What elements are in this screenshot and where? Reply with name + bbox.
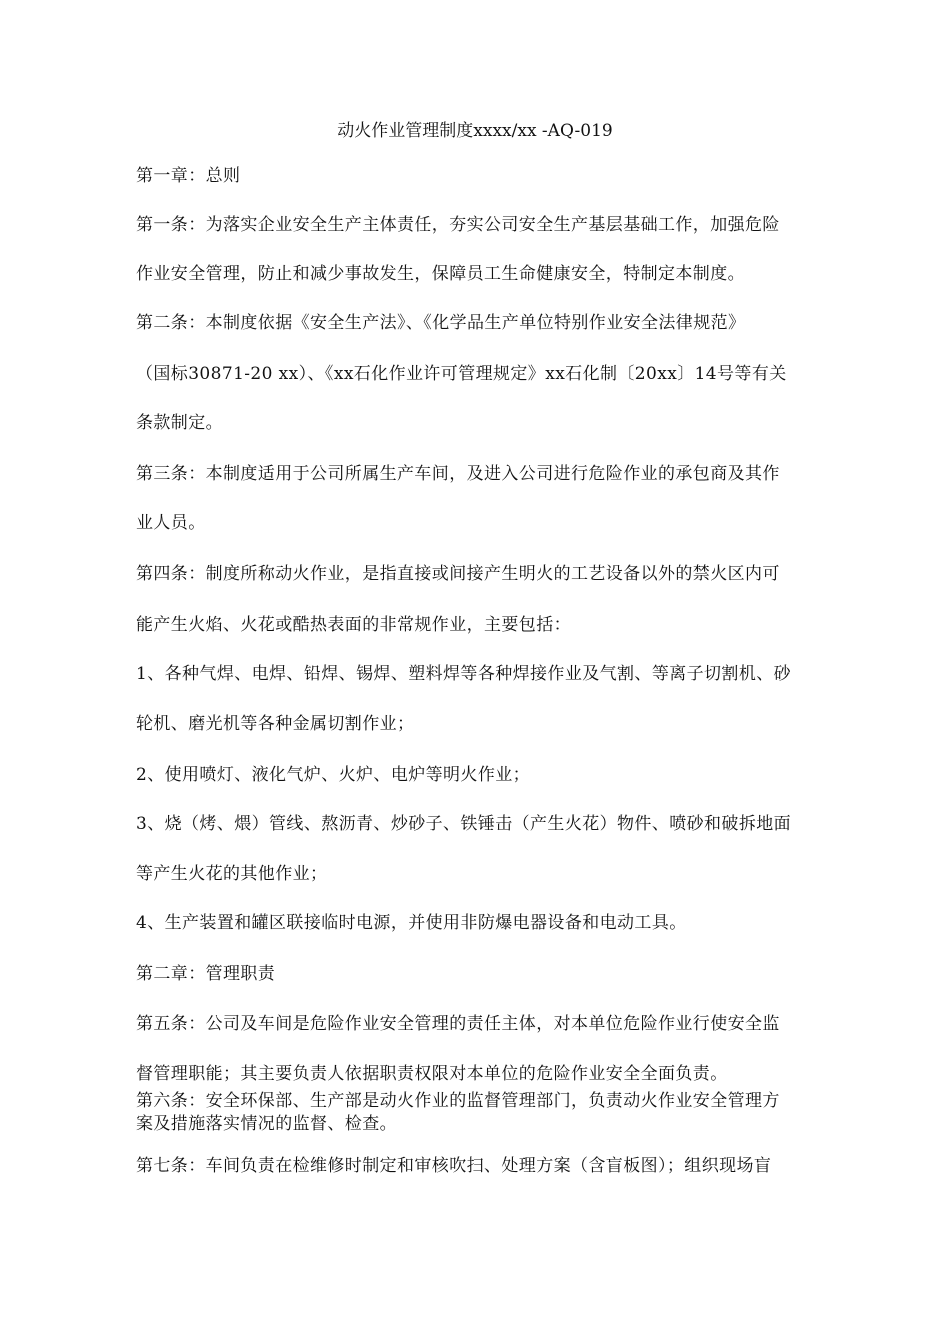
- text-line: （国标30871-20 xx）、《xx石化作业许可管理规定》xx石化制〔20xx〕14号等有关: [136, 364, 787, 384]
- list-item-line: 轮机、磨光机等各种金属切割作业；: [136, 714, 415, 734]
- text-line: 条款制定。: [136, 413, 223, 433]
- chapter-heading: 第一章：总则: [136, 166, 241, 186]
- list-item-line: 2、使用喷灯、液化气炉、火炉、电炉等明火作业；: [136, 765, 531, 785]
- text-line: 第六条：安全环保部、生产部是动火作业的监督管理部门，负责动火作业安全管理方: [136, 1091, 780, 1111]
- text-line: 第三条：本制度适用于公司所属生产车间，及进入公司进行危险作业的承包商及其作: [136, 464, 780, 484]
- text-line: 第四条：制度所称动火作业，是指直接或间接产生明火的工艺设备以外的禁火区内可: [136, 564, 780, 584]
- chapter-heading: 第二章：管理职责: [136, 964, 276, 984]
- list-item-line: 1、各种气焊、电焊、铅焊、锡焊、塑料焊等各种焊接作业及气割、等离子切割机、砂: [136, 664, 792, 684]
- list-item-line: 4、生产装置和罐区联接临时电源，并使用非防爆电器设备和电动工具。: [136, 913, 687, 933]
- text-line: 业人员。: [136, 513, 206, 533]
- list-item-line: 3、烧（烤、煨）管线、熬沥青、炒砂子、铁锤击（产生火花）物件、喷砂和破拆地面: [136, 814, 792, 834]
- text-line: 第二条：本制度依据《安全生产法》、《化学品生产单位特别作业安全法律规范》: [136, 313, 746, 333]
- list-item-line: 等产生火花的其他作业；: [136, 864, 328, 884]
- text-line: 案及措施落实情况的监督、检查。: [136, 1114, 397, 1134]
- text-line: 第七条：车间负责在检维修时制定和审核吹扫、处理方案（含盲板图）；组织现场盲: [136, 1156, 772, 1176]
- text-line: 作业安全管理，防止和减少事故发生，保障员工生命健康安全，特制定本制度。: [136, 264, 745, 284]
- text-line: 第五条：公司及车间是危险作业安全管理的责任主体，对本单位危险作业行使安全监: [136, 1014, 780, 1034]
- text-line: 能产生火焰、火花或酷热表面的非常规作业，主要包括：: [136, 615, 571, 635]
- text-line: 督管理职能；其主要负责人依据职责权限对本单位的危险作业安全全面负责。: [136, 1064, 728, 1084]
- document-title: 动火作业管理制度xxxx/xx -AQ-019: [337, 121, 613, 141]
- text-line: 第一条：为落实企业安全生产主体责任，夯实公司安全生产基层基础工作，加强危险: [136, 215, 780, 235]
